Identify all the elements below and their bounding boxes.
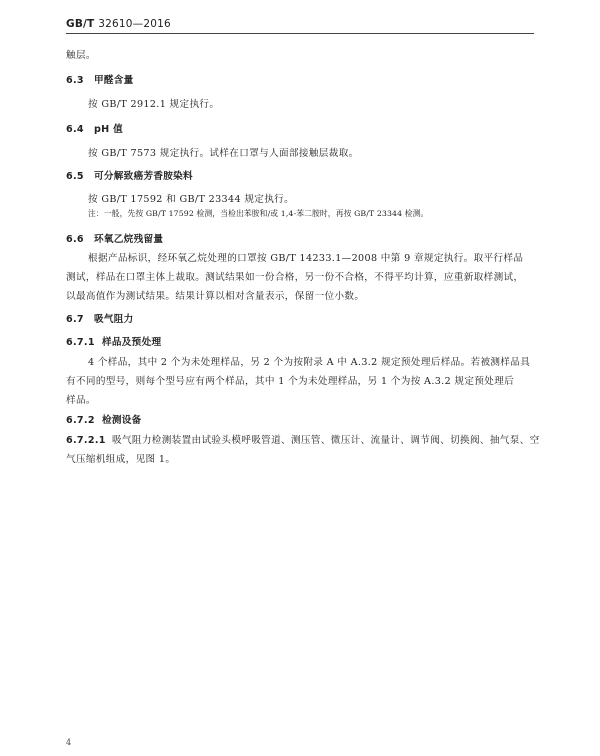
section-6-6-line-3: 以最高值作为测试结果。结果计算以相对含量表示，保留一位小数。	[66, 291, 365, 302]
standard-code: GB/T	[66, 18, 95, 30]
section-number: 6.3	[66, 75, 84, 86]
section-6-6-heading	[66, 231, 163, 245]
section-title: 环氧乙烷残留量	[94, 234, 164, 245]
section-6-7-1-line-2: 有不同的型号，则每个型号应有两个样品，其中 1 个为未处理样品，另 1 个为按 A.3.2 规定预处理后	[66, 376, 515, 387]
section-6-7-heading	[66, 311, 134, 325]
section-6-4-body: 按 GB/T 7573 规定执行。试样在口罩与人面部接触层裁取。	[88, 148, 359, 159]
section-6-5-heading	[66, 168, 193, 182]
header-rule	[66, 33, 534, 34]
section-number: 6.7.1	[66, 337, 95, 348]
section-title: pH 值	[94, 124, 124, 135]
section-6-7-1-line-1: 4 个样品，其中 2 个为未处理样品，另 2 个为按附录 A 中 A.3.2 规定预处理后样品。若被测样品具	[88, 357, 531, 368]
section-6-7-2-heading	[66, 412, 142, 426]
section-title: 检测设备	[102, 415, 142, 426]
section-6-6-line-1: 根据产品标识，经环氧乙烷处理的口罩按 GB/T 14233.1—2008 中第 9 章规定执行。取平行样品	[88, 253, 524, 264]
section-text: 吸气阻力检测装置由试验头模呼吸管道、测压管、微压计、流量计、调节阀、切换阀、抽气泵、空	[112, 435, 540, 446]
section-6-4-heading	[66, 121, 123, 135]
section-title: 吸气阻力	[94, 314, 134, 325]
section-title: 可分解致癌芳香胺染料	[94, 171, 193, 182]
continuation-text: 触层。	[66, 50, 96, 61]
section-6-7-1-heading	[66, 334, 161, 348]
section-6-7-2-1-line-2: 气压缩机组成，见图 1。	[66, 454, 176, 465]
section-6-3-body: 按 GB/T 2912.1 规定执行。	[88, 99, 220, 110]
section-6-5-body: 按 GB/T 17592 和 GB/T 23344 规定执行。	[88, 194, 295, 205]
section-6-5-note: 注：一般，先按 GB/T 17592 检测，当检出苯胺和/或 1,4-苯二胺时，再按 GB/T 23344 检测。	[88, 209, 429, 218]
standard-number: 32610—2016	[98, 18, 171, 30]
section-number: 6.4	[66, 124, 84, 135]
section-6-7-1-line-3: 样品。	[66, 395, 96, 406]
section-title: 甲醛含量	[94, 75, 134, 86]
section-6-7-2-1-line-1	[66, 431, 540, 451]
section-number: 6.7.2	[66, 415, 95, 426]
standard-header	[66, 18, 171, 30]
section-number: 6.7	[66, 314, 84, 325]
section-number: 6.6	[66, 234, 84, 245]
section-number: 6.7.2.1	[66, 435, 106, 446]
section-6-6-line-2: 测试，样品在口罩主体上裁取。测试结果如一份合格，另一份不合格，不得平均计算，应重新取样测试，	[66, 272, 524, 283]
section-title: 样品及预处理	[102, 337, 162, 348]
section-number: 6.5	[66, 171, 84, 182]
page-number: 4	[66, 738, 72, 747]
section-6-3-heading	[66, 72, 134, 86]
